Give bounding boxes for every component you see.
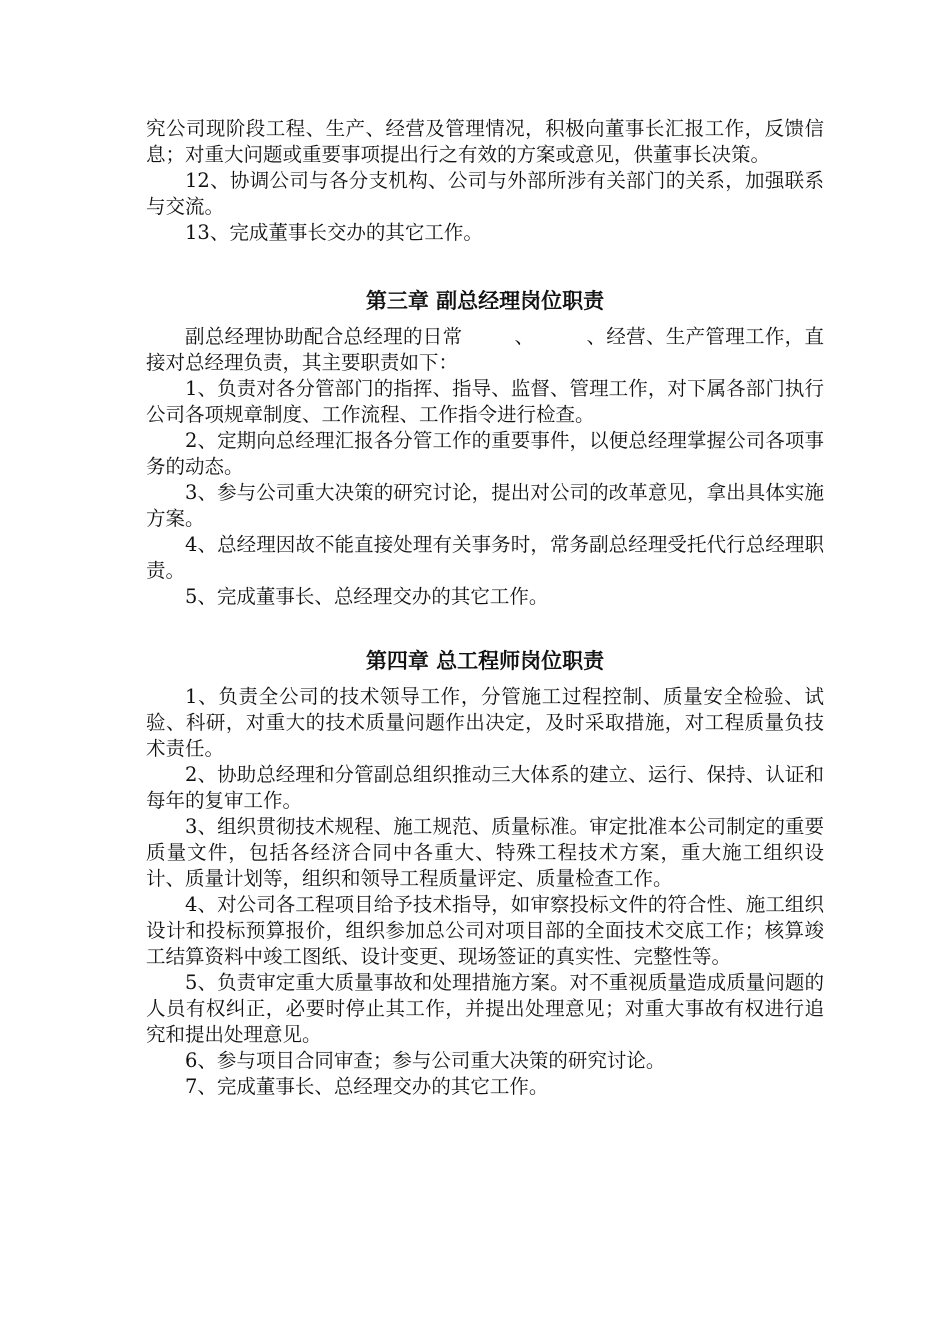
list-item: 2、协助总经理和分管副总组织推动三大体系的建立、运行、保持、认证和每年的复审工作。 <box>146 763 824 812</box>
chapter-4-heading: 第四章 总工程师岗位职责 <box>365 649 605 673</box>
list-item: 4、对公司各工程项目给予技术指导，如审察投标文件的符合性、施工组织设计和投标预算报价，组织参加总公司对项目部的全面技术交底工作；核算竣工结算资料中竣工图纸、设计变更、现场签证的真实性、完整性等。 <box>146 893 824 968</box>
list-item: 1、负责全公司的技术领导工作，分管施工过程控制、质量安全检验、试验、科研，对重大的技术质量问题作出决定，及时采取措施，对工程质量负技术责任。 <box>146 685 824 760</box>
list-item: 3、组织贯彻技术规程、施工规范、质量标准。审定批准本公司制定的重要质量文件，包括各经济合同中各重大、特殊工程技术方案，重大施工组织设计、质量计划等，组织和领导工程质量评定、质量检查工作。 <box>146 815 824 890</box>
document-page <box>146 116 824 1100</box>
list-item: 2、定期向总经理汇报各分管工作的重要事件，以便总经理掌握公司各项事务的动态。 <box>146 429 824 478</box>
list-item: 13、完成董事长交办的其它工作。 <box>185 221 483 244</box>
list-item: 5、负责审定重大质量事故和处理措施方案。对不重视质量造成质量问题的人员有权纠正，必要时停止其工作，并提出处理意见；对重大事故有权进行追究和提出处理意见。 <box>146 971 824 1046</box>
list-item: 6、参与项目合同审查；参与公司重大决策的研究讨论。 <box>185 1049 666 1072</box>
list-item: 7、完成董事长、总经理交办的其它工作。 <box>185 1075 549 1098</box>
list-item: 1、负责对各分管部门的指挥、指导、监督、管理工作，对下属各部门执行公司各项规章制度、工作流程、工作指令进行检查。 <box>146 377 824 426</box>
list-item: 5、完成董事长、总经理交办的其它工作。 <box>185 585 549 608</box>
list-item: 4、总经理因故不能直接处理有关事务时，常务副总经理受托代行总经理职责。 <box>146 533 824 582</box>
list-item: 12、协调公司与各分支机构、公司与外部所涉有关部门的关系，加强联系与交流。 <box>146 169 824 218</box>
list-item: 3、参与公司重大决策的研究讨论，提出对公司的改革意见，拿出具体实施方案。 <box>146 481 824 530</box>
continuation-paragraph: 究公司现阶段工程、生产、经营及管理情况，积极向董事长汇报工作，反馈信息；对重大问题或重要事项提出行之有效的方案或意见，供董事长决策。 <box>146 117 824 166</box>
chapter-3-heading: 第三章 副总经理岗位职责 <box>365 289 605 313</box>
chapter-3-intro: 副总经理协助配合总经理的日常 、 、经营、生产管理工作，直接对总经理负责，其主要职责如下： <box>146 325 824 374</box>
